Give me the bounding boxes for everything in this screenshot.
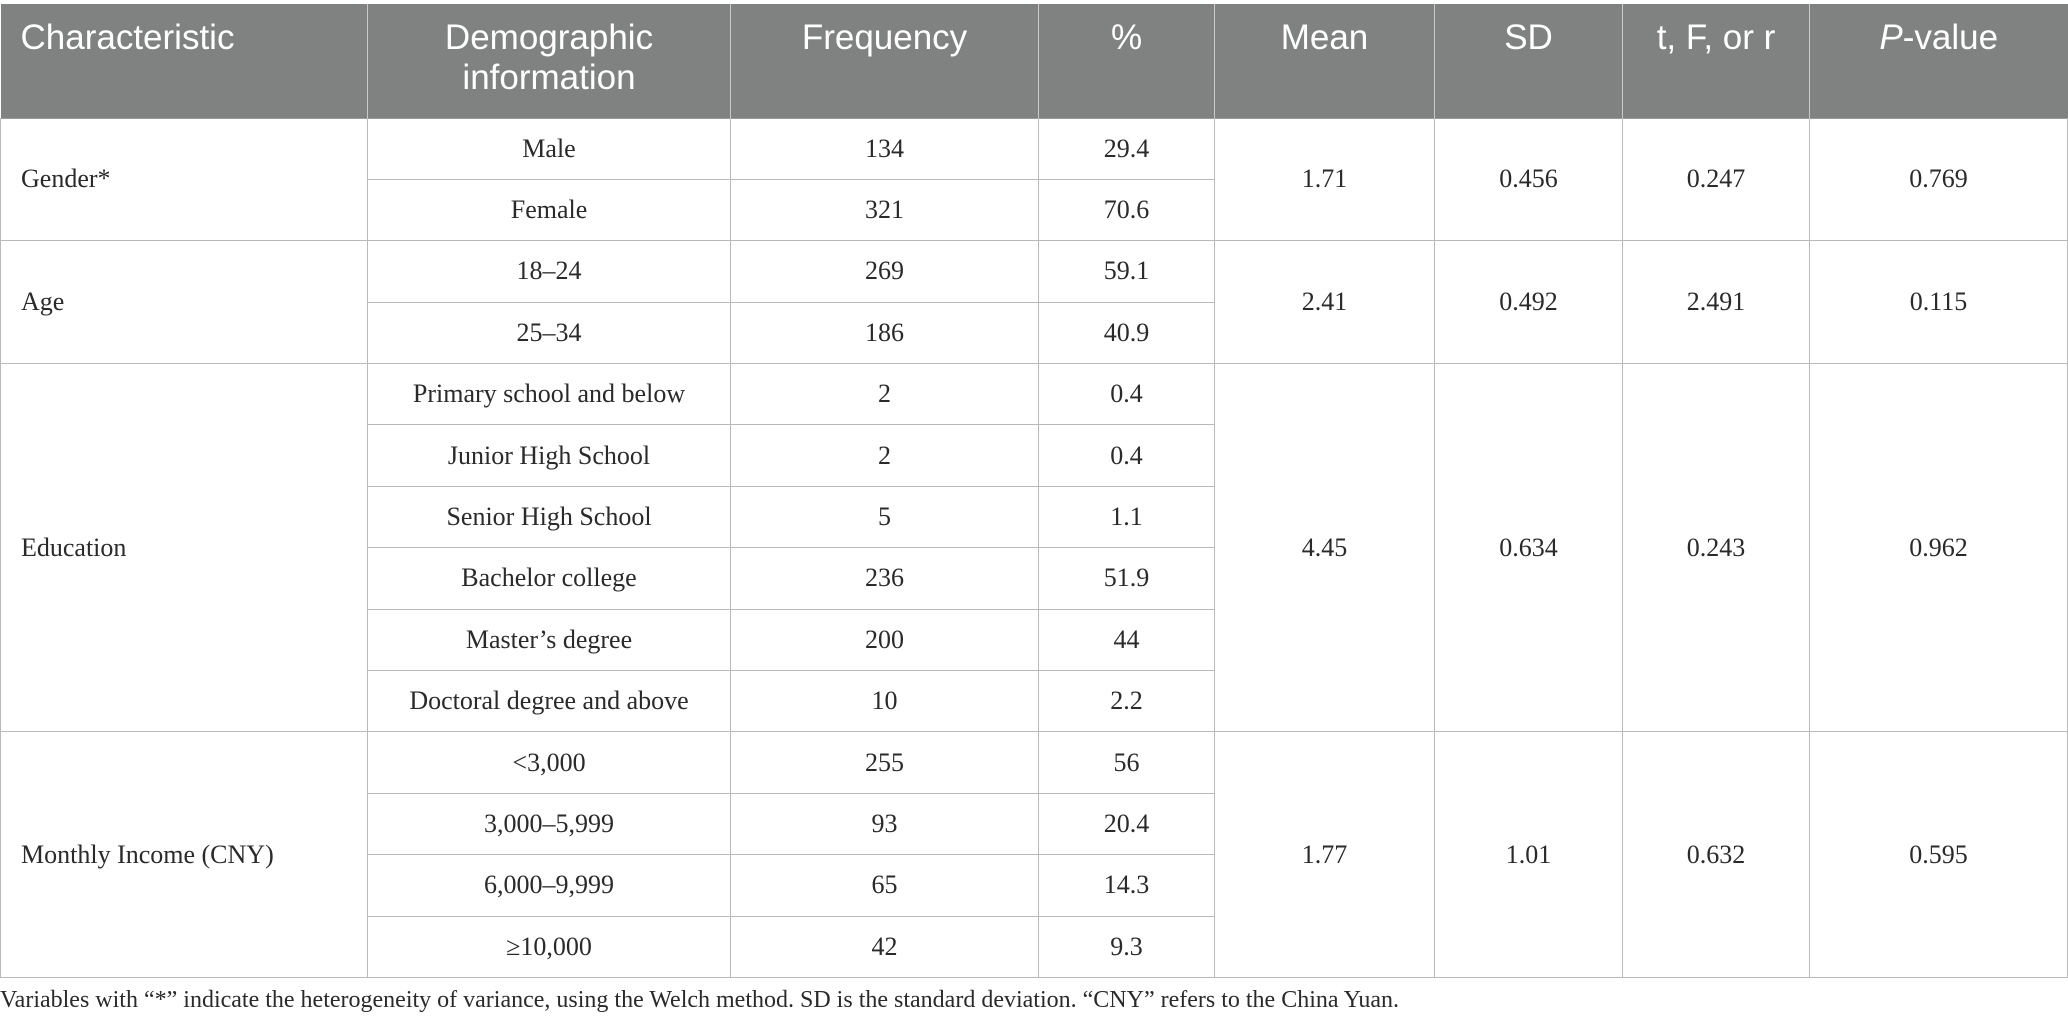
table-header: [1, 4, 2068, 118]
p-value-cell: 0.595: [1810, 732, 2068, 978]
sd-cell: 1.01: [1435, 732, 1623, 978]
demographic-info-cell: <3,000: [368, 732, 731, 793]
mean-cell: 2.41: [1215, 241, 1435, 364]
percent-cell: 20.4: [1039, 793, 1215, 854]
test-statistic-cell: 0.247: [1623, 118, 1810, 241]
demographic-info-cell: Master’s degree: [368, 609, 731, 670]
characteristic-cell: Age: [1, 241, 368, 364]
table-body: [1, 118, 2068, 977]
demographic-info-cell: 18–24: [368, 241, 731, 302]
header-characteristic: Characteristic: [1, 4, 368, 118]
demographic-info-cell: Junior High School: [368, 425, 731, 486]
header-test-statistic: t, F, or r: [1623, 4, 1810, 118]
percent-cell: 44: [1039, 609, 1215, 670]
frequency-cell: 186: [731, 302, 1039, 363]
percent-cell: 2.2: [1039, 671, 1215, 732]
frequency-cell: 255: [731, 732, 1039, 793]
header-p-italic: P: [1879, 18, 1903, 57]
header-mean: Mean: [1215, 4, 1435, 118]
demographics-table: [0, 4, 2068, 978]
demographic-info-cell: ≥10,000: [368, 916, 731, 977]
test-statistic-cell: 2.491: [1623, 241, 1810, 364]
test-statistic-cell: 0.632: [1623, 732, 1810, 978]
frequency-cell: 93: [731, 793, 1039, 854]
demographic-info-cell: Senior High School: [368, 486, 731, 547]
percent-cell: 1.1: [1039, 486, 1215, 547]
demographic-info-cell: Female: [368, 179, 731, 240]
frequency-cell: 134: [731, 118, 1039, 179]
table-container: [0, 4, 2068, 978]
table-footnote: Variables with “*” indicate the heterogeneity of variance, using the Welch method. SD is the standard deviation. “CNY” refers to the China Yuan.: [0, 987, 1399, 1013]
sd-cell: 0.456: [1435, 118, 1623, 241]
test-statistic-cell: 0.243: [1623, 364, 1810, 732]
percent-cell: 9.3: [1039, 916, 1215, 977]
sd-cell: 0.492: [1435, 241, 1623, 364]
table-row: [1, 241, 2068, 302]
characteristic-cell: Education: [1, 364, 368, 732]
frequency-cell: 200: [731, 609, 1039, 670]
frequency-cell: 10: [731, 671, 1039, 732]
percent-cell: 40.9: [1039, 302, 1215, 363]
percent-cell: 59.1: [1039, 241, 1215, 302]
demographic-info-cell: 3,000–5,999: [368, 793, 731, 854]
table-row: [1, 732, 2068, 793]
table-row: [1, 118, 2068, 179]
header-frequency: Frequency: [731, 4, 1039, 118]
table-row: [1, 364, 2068, 425]
characteristic-cell: Gender*: [1, 118, 368, 241]
characteristic-cell: Monthly Income (CNY): [1, 732, 368, 978]
header-p-suffix: -value: [1902, 18, 1999, 57]
frequency-cell: 2: [731, 425, 1039, 486]
mean-cell: 4.45: [1215, 364, 1435, 732]
mean-cell: 1.71: [1215, 118, 1435, 241]
frequency-cell: 269: [731, 241, 1039, 302]
percent-cell: 70.6: [1039, 179, 1215, 240]
demographic-info-cell: Bachelor college: [368, 548, 731, 609]
frequency-cell: 5: [731, 486, 1039, 547]
demographic-info-cell: Male: [368, 118, 731, 179]
frequency-cell: 236: [731, 548, 1039, 609]
p-value-cell: 0.962: [1810, 364, 2068, 732]
percent-cell: 14.3: [1039, 855, 1215, 916]
mean-cell: 1.77: [1215, 732, 1435, 978]
sd-cell: 0.634: [1435, 364, 1623, 732]
header-sd: SD: [1435, 4, 1623, 118]
percent-cell: 0.4: [1039, 364, 1215, 425]
p-value-cell: 0.115: [1810, 241, 2068, 364]
frequency-cell: 65: [731, 855, 1039, 916]
frequency-cell: 2: [731, 364, 1039, 425]
percent-cell: 0.4: [1039, 425, 1215, 486]
demographic-info-cell: 25–34: [368, 302, 731, 363]
header-demographic-information: Demographic information: [368, 4, 731, 118]
percent-cell: 51.9: [1039, 548, 1215, 609]
header-p-value: [1810, 4, 2068, 118]
demographic-info-cell: Doctoral degree and above: [368, 671, 731, 732]
header-row: [1, 4, 2068, 118]
demographic-info-cell: Primary school and below: [368, 364, 731, 425]
p-value-cell: 0.769: [1810, 118, 2068, 241]
percent-cell: 29.4: [1039, 118, 1215, 179]
header-percent: %: [1039, 4, 1215, 118]
percent-cell: 56: [1039, 732, 1215, 793]
frequency-cell: 321: [731, 179, 1039, 240]
frequency-cell: 42: [731, 916, 1039, 977]
demographic-info-cell: 6,000–9,999: [368, 855, 731, 916]
